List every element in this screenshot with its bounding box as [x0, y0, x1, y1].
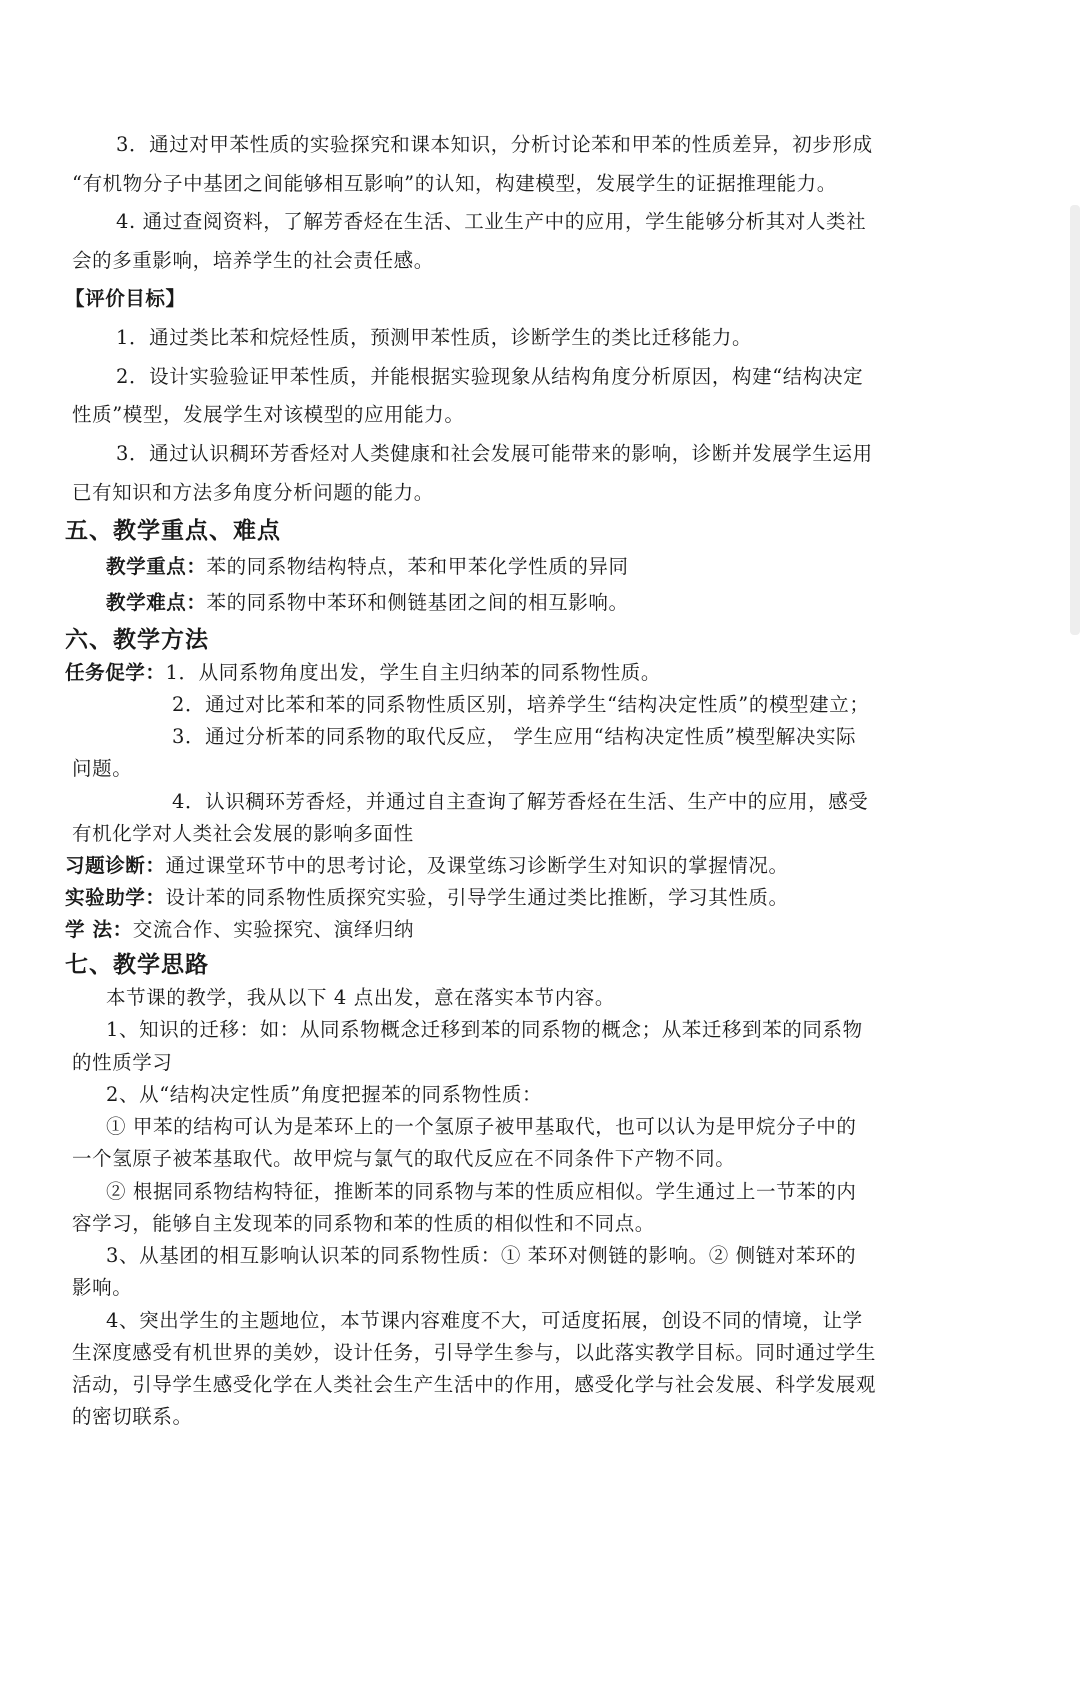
text-span: 4、突出学生的主题地位，本节课内容难度不大，可适度拓展，创设不同的情境，让学: [106, 1309, 863, 1332]
text-line: [65, 886, 930, 910]
text-span: ② 根据同系物结构特征，推断苯的同系物与苯的性质应相似。学生通过上一节苯的内: [106, 1180, 857, 1203]
text-span: 苯的同系物结构特点，苯和甲苯化学性质的异同: [206, 555, 629, 578]
bold-label: 教学难点：: [106, 591, 207, 614]
text-span: 2．通过对比苯和苯的同系物性质区别，培养学生“结构决定性质”的模型建立；: [172, 693, 870, 716]
text-span: 3．通过认识稠环芳香烃对人类健康和社会发展可能带来的影响，诊断并发展学生运用: [116, 442, 873, 465]
text-span: 生深度感受有机世界的美妙，设计任务，引导学生参与，以此落实教学目标。同时通过学生: [72, 1341, 877, 1364]
text-line: [72, 757, 930, 781]
text-line: [116, 133, 930, 157]
text-span: 本节课的教学，我从以下 4 点出发，意在落实本节内容。: [106, 986, 616, 1009]
text-line: [65, 661, 930, 685]
text-line: [106, 1018, 930, 1042]
text-span: 2、从“结构决定性质”角度把握苯的同系物性质：: [106, 1083, 543, 1106]
bold-label: 七、教学思路: [65, 952, 209, 978]
section-heading: [65, 628, 930, 652]
text-span: 影响。: [72, 1276, 133, 1299]
text-line: [116, 210, 930, 234]
text-span: 已有知识和方法多角度分析问题的能力。: [72, 481, 434, 504]
bold-label: 习题诊断：: [65, 854, 166, 877]
text-line: [72, 1276, 930, 1300]
text-span: 会的多重影响，培养学生的社会责任感。: [72, 249, 434, 272]
text-line: [72, 1147, 930, 1171]
text-span: 2．设计实验验证甲苯性质，并能根据实验现象从结构角度分析原因，构建“结构决定: [116, 365, 864, 388]
text-line: [116, 365, 930, 389]
text-line: [72, 481, 930, 505]
section-heading: [65, 953, 930, 977]
text-span: 苯的同系物中苯环和侧链基团之间的相互影响。: [206, 591, 629, 614]
text-span: 的性质学习: [72, 1051, 173, 1074]
bold-label: 学 法：: [65, 918, 133, 941]
text-line: [106, 555, 930, 579]
text-line: [172, 725, 930, 749]
scrollbar[interactable]: [1070, 205, 1080, 635]
text-span: ① 甲苯的结构可认为是苯环上的一个氢原子被甲基取代，也可以认为是甲烷分子中的: [106, 1115, 857, 1138]
text-line: [106, 1115, 930, 1139]
text-line: [72, 249, 930, 273]
text-line: [72, 172, 930, 196]
text-line: [72, 1405, 930, 1429]
text-span: 3．通过分析苯的同系物的取代反应， 学生应用“结构决定性质”模型解决实际: [172, 725, 857, 748]
text-line: [106, 986, 930, 1010]
text-span: 4. 通过查阅资料，了解芳香烃在生活、工业生产中的应用，学生能够分析其对人类社: [116, 210, 867, 233]
text-span: “有机物分子中基团之间能够相互影响”的认知，构建模型，发展学生的证据推理能力。: [72, 172, 837, 195]
text-span: 1．通过类比苯和烷烃性质，预测甲苯性质，诊断学生的类比迁移能力。: [116, 326, 753, 349]
text-line: [106, 1309, 930, 1333]
text-span: 性质”模型，发展学生对该模型的应用能力。: [72, 403, 465, 426]
text-line: [106, 1180, 930, 1204]
text-span: 1、知识的迁移：如：从同系物概念迁移到苯的同系物的概念；从苯迁移到苯的同系物: [106, 1018, 863, 1041]
text-line: [72, 403, 930, 427]
section-heading: [65, 519, 930, 543]
text-span: 交流合作、实验探究、演绎归纳: [132, 918, 415, 941]
text-line: [72, 822, 930, 846]
text-span: 通过课堂环节中的思考讨论，及课堂练习诊断学生对知识的掌握情况。: [165, 854, 789, 877]
text-span: 容学习，能够自主发现苯的同系物和苯的性质的相似性和不同点。: [72, 1212, 655, 1235]
text-line: [106, 1083, 930, 1107]
text-line: [172, 790, 930, 814]
bold-label: 五、教学重点、难点: [65, 518, 281, 544]
text-span: 有机化学对人类社会发展的影响多面性: [72, 822, 414, 845]
text-span: 设计苯的同系物性质探究实验，引导学生通过类比推断，学习其性质。: [165, 886, 789, 909]
text-span: 问题。: [72, 757, 133, 780]
text-line: [172, 693, 930, 717]
text-line: [65, 918, 930, 942]
text-line: [65, 287, 930, 311]
text-line: [72, 1373, 930, 1397]
text-span: 活动，引导学生感受化学在人类社会生产生活中的作用，感受化学与社会发展、科学发展观: [72, 1373, 877, 1396]
bold-label: 实验助学：: [65, 886, 166, 909]
text-span: 3、从基团的相互影响认识苯的同系物性质：① 苯环对侧链的影响。② 侧链对苯环的: [106, 1244, 857, 1267]
text-span: 的密切联系。: [72, 1405, 193, 1428]
bold-label: 教学重点：: [106, 555, 207, 578]
text-line: [72, 1051, 930, 1075]
bold-label: 六、教学方法: [65, 627, 209, 653]
text-span: 一个氢原子被苯基取代。故甲烷与氯气的取代反应在不同条件下产物不同。: [72, 1147, 736, 1170]
bold-label: 【评价目标】: [65, 287, 186, 310]
text-span: 4．认识稠环芳香烃，并通过自主查询了解芳香烃在生活、生产中的应用，感受: [172, 790, 869, 813]
text-line: [72, 1212, 930, 1236]
text-line: [72, 1341, 930, 1365]
text-line: [106, 1244, 930, 1268]
text-span: 1．从同系物角度出发，学生自主归纳苯的同系物性质。: [165, 661, 661, 684]
bold-label: 任务促学：: [65, 661, 166, 684]
text-line: [106, 591, 930, 615]
text-span: 3．通过对甲苯性质的实验探究和课本知识，分析讨论苯和甲苯的性质差异，初步形成: [116, 133, 873, 156]
text-line: [65, 854, 930, 878]
text-line: [116, 326, 930, 350]
text-line: [116, 442, 930, 466]
